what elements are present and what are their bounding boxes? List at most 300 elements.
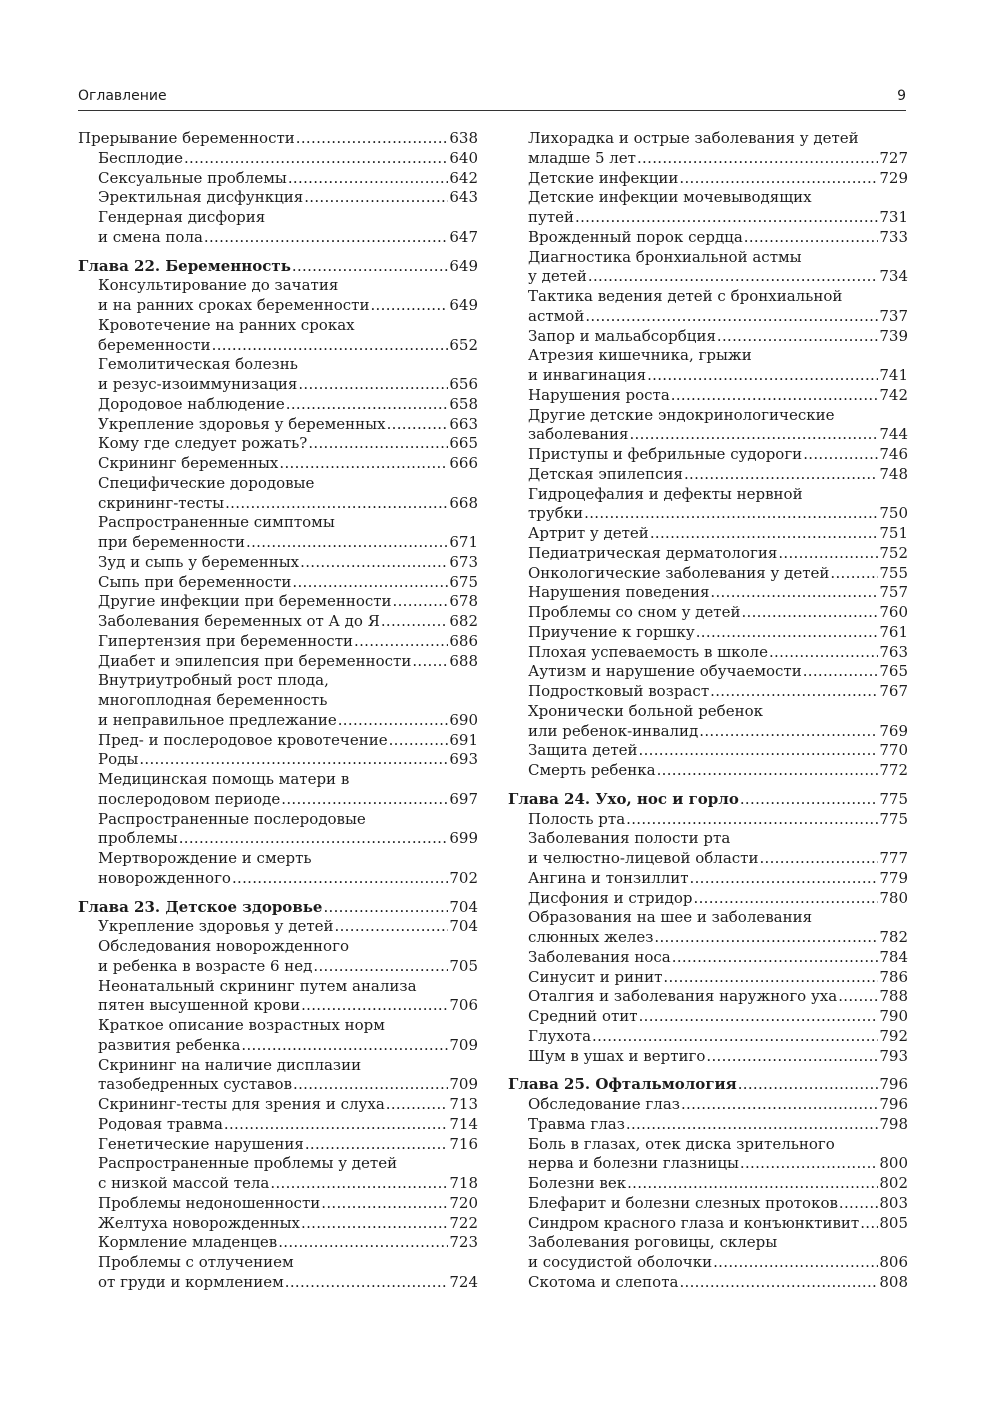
toc-entry[interactable]: [508, 1214, 908, 1234]
toc-entry[interactable]: [508, 702, 908, 742]
toc-entry-title: послеродовом периоде: [98, 789, 281, 808]
toc-page-number: 767: [879, 682, 908, 700]
toc-entry-line: [528, 1047, 908, 1067]
toc-entry[interactable]: [78, 553, 478, 573]
toc-entry-line: [528, 188, 908, 208]
toc-entry-title: Глухота: [528, 1026, 592, 1045]
toc-page-number: 806: [879, 1253, 908, 1271]
toc-entry-title: Детские инфекции мочевыводящих: [528, 188, 812, 207]
toc-entry[interactable]: [508, 603, 908, 623]
toc-page-number: 678: [449, 592, 478, 611]
toc-entry[interactable]: [508, 1007, 908, 1027]
toc-page-number: 658: [449, 394, 478, 413]
toc-entry[interactable]: [78, 977, 478, 1017]
toc-page-number: 761: [879, 622, 908, 641]
toc-chapter-entry[interactable]: [78, 898, 478, 918]
toc-entry-line: [528, 149, 908, 169]
toc-entry[interactable]: [508, 129, 908, 169]
toc-entry-line: [98, 790, 478, 810]
toc-entry-title: Хронически больной ребенок: [528, 701, 763, 720]
toc-entry[interactable]: [78, 415, 478, 435]
toc-entry-line: [98, 1135, 478, 1155]
toc-entry[interactable]: [78, 671, 478, 730]
toc-entry-title: Приступы и фебрильные судороги: [528, 445, 803, 463]
toc-entry-title: Шум в ушах и вертиго: [528, 1046, 706, 1065]
toc-entry-title: Оталгия и заболевания наружного уха: [528, 987, 838, 1006]
dot-leader: [292, 257, 448, 277]
toc-entry-line: [98, 711, 478, 731]
toc-entry[interactable]: [508, 465, 908, 485]
toc-entry-title: слюнных желез: [528, 928, 654, 946]
toc-entry[interactable]: [508, 445, 908, 465]
toc-entry-title: Диагностика бронхиальной астмы: [528, 247, 802, 266]
toc-entry-title: Гипертензия при беременности: [98, 631, 354, 650]
toc-entry[interactable]: [78, 592, 478, 612]
toc-chapter-entry[interactable]: [508, 1075, 908, 1095]
toc-entry-title: Распространенные проблемы у детей: [98, 1154, 398, 1173]
toc-entry-line: [98, 533, 478, 553]
toc-entry-line: [528, 948, 908, 968]
toc-entry[interactable]: [78, 434, 478, 454]
running-header-title: Оглавление: [78, 88, 167, 104]
dot-leader: [300, 553, 448, 573]
dot-leader: [769, 643, 878, 663]
toc-page-number: 714: [449, 1114, 478, 1133]
dot-leader: [759, 849, 878, 869]
dot-leader: [323, 898, 448, 918]
toc-entry-line: [528, 662, 908, 682]
toc-entry-title: Заболевания беременных от А до Я: [98, 612, 380, 630]
toc-entry[interactable]: [508, 1135, 908, 1175]
toc-page-number: 742: [879, 385, 908, 404]
toc-entry[interactable]: [508, 524, 908, 544]
toc-page-number: 665: [449, 434, 478, 453]
toc-entry[interactable]: [508, 485, 908, 525]
toc-page-number: 705: [449, 956, 478, 975]
toc-entry-line: [528, 1253, 908, 1273]
toc-entry-title: Боль в глазах, отек диска зрительного: [528, 1134, 835, 1153]
toc-entry[interactable]: [508, 248, 908, 288]
toc-entry[interactable]: [508, 643, 908, 663]
toc-entry[interactable]: [78, 917, 478, 937]
toc-entry-title: скрининг-тесты: [98, 493, 225, 512]
toc-entry-title: новорожденного: [98, 868, 231, 887]
dot-leader: [690, 869, 879, 889]
toc-page-number: 734: [879, 267, 908, 286]
toc-page-number: 803: [879, 1193, 908, 1212]
toc-entry[interactable]: [78, 750, 478, 770]
toc-page-number: 722: [449, 1213, 478, 1232]
toc-entry-line: [98, 1095, 478, 1115]
dot-leader: [298, 375, 448, 395]
toc-entry[interactable]: [78, 731, 478, 751]
toc-entry-line: [528, 169, 908, 189]
toc-chapter-entry[interactable]: [508, 790, 908, 810]
toc-entry[interactable]: [78, 770, 478, 810]
dot-leader: [301, 1214, 448, 1234]
toc-entry[interactable]: [508, 889, 908, 909]
toc-entry[interactable]: [508, 228, 908, 248]
toc-entry[interactable]: [508, 829, 908, 869]
toc-entry[interactable]: [78, 149, 478, 169]
toc-entry-title: Защита детей: [528, 741, 638, 760]
toc-entry-title: Родовая травма: [98, 1114, 223, 1133]
toc-entry[interactable]: [78, 316, 478, 356]
toc-entry-line: [528, 366, 908, 386]
toc-entry[interactable]: [508, 544, 908, 564]
toc-page-number: 671: [449, 533, 478, 551]
toc-entry[interactable]: [78, 454, 478, 474]
toc-entry-line: [528, 623, 908, 643]
toc-entry[interactable]: [508, 908, 908, 948]
toc-entry-line: [98, 750, 478, 770]
toc-entry-title: Глава 24. Ухо, нос и горло: [508, 789, 739, 808]
toc-entry-line: [98, 228, 478, 248]
toc-entry-line: [98, 355, 478, 375]
toc-entry-title: младше 5 лет: [528, 148, 636, 167]
toc-entry-line: [98, 691, 478, 711]
toc-page-number: 647: [449, 227, 478, 246]
toc-page-number: 691: [449, 730, 478, 749]
toc-entry[interactable]: [508, 583, 908, 603]
toc-entry[interactable]: [78, 169, 478, 189]
toc-entry-line: [98, 612, 478, 632]
toc-entry-title: Гемолитическая болезнь: [98, 355, 298, 374]
toc-entry-title: Аутизм и нарушение обучаемости: [528, 662, 802, 681]
toc-entry-line: [98, 937, 478, 957]
toc-entry[interactable]: [508, 987, 908, 1007]
toc-entry-line: [528, 968, 908, 988]
toc-entry[interactable]: [508, 1095, 908, 1115]
dot-leader: [654, 928, 878, 948]
toc-entry-line: [528, 987, 908, 1007]
toc-entry[interactable]: [508, 869, 908, 889]
dot-leader: [354, 632, 448, 652]
toc-entry-line: [78, 257, 478, 277]
toc-entry[interactable]: [508, 327, 908, 347]
toc-entry-title: развития ребенка: [98, 1035, 241, 1054]
toc-page-number: 780: [879, 888, 908, 907]
toc-page-number: 739: [879, 326, 908, 345]
toc-entry[interactable]: [508, 810, 908, 830]
toc-entry[interactable]: [78, 937, 478, 977]
toc-entry-title: и ребенка в возрасте 6 нед: [98, 956, 313, 975]
dot-leader: [744, 228, 879, 248]
toc-entry-title: Проблемы со сном у детей: [528, 603, 741, 621]
dot-leader: [584, 504, 878, 524]
toc-entry-line: [528, 485, 908, 505]
toc-entry-line: [528, 504, 908, 524]
dot-leader: [672, 948, 879, 968]
dot-leader: [860, 1214, 878, 1234]
toc-entry-title: Дисфония и стридор: [528, 888, 693, 907]
toc-entry-line: [98, 731, 478, 751]
toc-entry-line: [528, 722, 908, 742]
toc-entry[interactable]: [78, 1194, 478, 1214]
toc-page-number: 746: [879, 445, 908, 463]
toc-entry-title: и смена пола: [98, 227, 203, 246]
toc-entry-title: Медицинская помощь матери в: [98, 770, 350, 788]
toc-entry-line: [528, 1154, 908, 1174]
dot-leader: [270, 1174, 448, 1194]
dot-leader: [585, 307, 878, 327]
toc-entry[interactable]: [508, 287, 908, 327]
toc-entry[interactable]: [78, 1233, 478, 1253]
dot-leader: [684, 465, 878, 485]
toc-page-number: 682: [449, 612, 478, 630]
toc-entry-title: Проблемы с отлучением: [98, 1253, 294, 1271]
dot-leader: [679, 169, 878, 189]
toc-page-number: 699: [449, 829, 478, 848]
toc-entry[interactable]: [78, 188, 478, 208]
toc-entry-line: [98, 454, 478, 474]
toc-entry-line: [98, 1253, 478, 1273]
toc-entry[interactable]: [78, 632, 478, 652]
toc-entry-title: проблемы: [98, 829, 178, 848]
toc-entry[interactable]: [78, 1056, 478, 1096]
toc-page-number: 704: [449, 917, 478, 936]
toc-entry-line: [528, 445, 908, 465]
toc-entry[interactable]: [78, 810, 478, 850]
toc-entry-title: Заболевания роговицы, склеры: [528, 1233, 778, 1252]
toc-entry-title: у детей: [528, 267, 587, 286]
toc-page-number: 642: [449, 168, 478, 187]
toc-entry-title: Кому где следует рожать?: [98, 434, 308, 453]
toc-entry-line: [98, 573, 478, 593]
toc-entry[interactable]: [508, 623, 908, 643]
toc-entry-line: [528, 603, 908, 623]
toc-entry[interactable]: [508, 1194, 908, 1214]
toc-entry[interactable]: [508, 169, 908, 189]
toc-entry[interactable]: [508, 564, 908, 584]
toc-entry[interactable]: [508, 188, 908, 228]
toc-entry[interactable]: [78, 612, 478, 632]
toc-entry-line: [98, 494, 478, 514]
toc-entry[interactable]: [78, 1253, 478, 1293]
toc-entry-title: Глава 22. Беременность: [78, 256, 291, 275]
toc-entry[interactable]: [78, 276, 478, 316]
toc-page-number: 796: [879, 1075, 908, 1094]
toc-page-number: 688: [449, 651, 478, 670]
dot-leader: [706, 1047, 878, 1067]
toc-entry-line: [528, 702, 908, 722]
toc-entry-line: [528, 829, 908, 849]
toc-entry[interactable]: [78, 129, 478, 149]
toc-entry[interactable]: [508, 1115, 908, 1135]
dot-leader: [838, 987, 878, 1007]
dot-leader: [839, 1194, 878, 1214]
toc-entry-line: [528, 1095, 908, 1115]
toc-page-number: 690: [449, 710, 478, 729]
toc-page-number: 770: [879, 741, 908, 760]
toc-page-number: 751: [879, 524, 908, 542]
toc-entry[interactable]: [508, 346, 908, 386]
toc-entry-title: Онкологические заболевания у детей: [528, 563, 830, 582]
toc-entry-line: [98, 1036, 478, 1056]
toc-entry-title: и челюстно-лицевой области: [528, 849, 759, 867]
toc-entry[interactable]: [78, 355, 478, 395]
toc-entry-title: Внутриутробный рост плода,: [98, 671, 329, 690]
toc-entry-title: Врожденный порок сердца: [528, 227, 743, 246]
toc-entry-line: [528, 1214, 908, 1234]
toc-entry-title: Прерывание беременности: [78, 129, 295, 147]
dot-leader: [717, 327, 878, 347]
toc-entry-line: [98, 1194, 478, 1214]
dot-leader: [321, 1194, 448, 1214]
toc-entry-title: заболевания: [528, 425, 629, 444]
toc-entry[interactable]: [508, 1027, 908, 1047]
toc-entry-line: [528, 928, 908, 948]
toc-entry-line: [98, 632, 478, 652]
dot-leader: [381, 612, 449, 632]
toc-entry-title: от груди и кормлением: [98, 1272, 284, 1291]
toc-entry-title: и резус-изоиммунизация: [98, 375, 298, 393]
toc-entry-line: [528, 544, 908, 564]
toc-entry[interactable]: [508, 968, 908, 988]
toc-page-number: 673: [449, 552, 478, 571]
toc-entry-title: Сексуальные проблемы: [98, 168, 287, 187]
dot-leader: [639, 1007, 879, 1027]
toc-entry[interactable]: [78, 652, 478, 672]
toc-entry-line: [528, 1233, 908, 1253]
toc-entry-title: Нарушения роста: [528, 385, 670, 404]
toc-page-number: 709: [449, 1035, 478, 1054]
toc-entry[interactable]: [78, 513, 478, 553]
toc-entry-title: Педиатрическая дерматология: [528, 543, 778, 562]
toc-entry-title: Генетические нарушения: [98, 1134, 304, 1153]
toc-page-number: 786: [879, 967, 908, 986]
toc-entry[interactable]: [78, 1016, 478, 1056]
toc-page-number: 652: [449, 335, 478, 354]
toc-entry-title: Травма глаз: [528, 1114, 625, 1133]
toc-entry[interactable]: [508, 682, 908, 702]
toc-entry[interactable]: [78, 1115, 478, 1135]
toc-entry-title: Зуд и сыпь у беременных: [98, 552, 300, 571]
toc-entry-title: Гидроцефалия и дефекты нервной: [528, 484, 803, 503]
toc-entry-line: [98, 395, 478, 415]
toc-entry-line: [528, 228, 908, 248]
dot-leader: [292, 573, 448, 593]
toc-entry-line: [508, 1075, 908, 1095]
toc-page-number: 731: [879, 208, 908, 226]
toc-entry-line: [98, 1273, 478, 1293]
toc-chapter-entry[interactable]: [78, 257, 478, 277]
dot-leader: [650, 524, 879, 544]
toc-entry[interactable]: [78, 1135, 478, 1155]
toc-entry-title: Смерть ребенка: [528, 761, 656, 779]
toc-entry-title: Проблемы недоношенности: [98, 1193, 321, 1212]
toc-page-number: 693: [449, 750, 478, 769]
toc-entry[interactable]: [508, 948, 908, 968]
toc-entry[interactable]: [78, 1154, 478, 1194]
toc-entry[interactable]: [78, 1095, 478, 1115]
toc-page-number: 666: [449, 454, 478, 472]
toc-page-number: 752: [879, 543, 908, 562]
toc-entry-title: Распространенные симптомы: [98, 513, 335, 532]
toc-entry-title: Консультирование до зачатия: [98, 276, 339, 295]
toc-entry-line: [98, 188, 478, 208]
toc-entry[interactable]: [508, 1047, 908, 1067]
dot-leader: [663, 968, 878, 988]
toc-entry-title: Глава 23. Детское здоровье: [78, 897, 323, 916]
dot-leader: [304, 188, 448, 208]
toc-entry-line: [98, 316, 478, 336]
toc-entry-line: [98, 1174, 478, 1194]
toc-entry[interactable]: [78, 474, 478, 514]
toc-entry-title: Диабет и эпилепсия при беременности: [98, 651, 412, 670]
toc-entry-title: Краткое описание возрастных норм: [98, 1016, 385, 1034]
dot-leader: [279, 454, 448, 474]
dot-leader: [204, 228, 448, 248]
toc-entry-line: [98, 1075, 478, 1095]
toc-entry-title: Глава 25. Офтальмология: [508, 1075, 737, 1094]
toc-entry-line: [528, 583, 908, 603]
header-divider: [78, 110, 906, 111]
dot-leader: [387, 415, 449, 435]
toc-entry[interactable]: [78, 208, 478, 248]
dot-leader: [285, 1273, 449, 1293]
toc-page-number: 706: [449, 996, 478, 1015]
toc-entry-line: [98, 1154, 478, 1174]
toc-entry-title: Укрепление здоровья у детей: [98, 917, 334, 936]
toc-entry-line: [528, 564, 908, 584]
toc-entry[interactable]: [78, 849, 478, 889]
toc-page-number: 765: [879, 662, 908, 681]
toc-entry[interactable]: [508, 1273, 908, 1293]
toc-entry-line: [528, 849, 908, 869]
dot-leader: [627, 1174, 878, 1194]
toc-entry-line: [98, 434, 478, 454]
toc-entry-title: Полость рта: [528, 809, 626, 828]
toc-page-number: 697: [449, 789, 478, 808]
toc-entry-line: [528, 761, 908, 781]
toc-page-number: 748: [879, 464, 908, 483]
toc-entry-line: [528, 1174, 908, 1194]
dot-leader: [657, 761, 879, 781]
toc-entry[interactable]: [508, 406, 908, 446]
toc-entry[interactable]: [508, 1233, 908, 1273]
toc-entry-line: [528, 386, 908, 406]
toc-entry[interactable]: [508, 1174, 908, 1194]
dot-leader: [830, 564, 878, 584]
toc-page-number: 790: [879, 1007, 908, 1025]
dot-leader: [296, 129, 449, 149]
toc-entry-line: [528, 1135, 908, 1155]
toc-entry-line: [98, 996, 478, 1016]
dot-leader: [386, 1095, 449, 1115]
toc-entry[interactable]: [508, 662, 908, 682]
dot-leader: [212, 336, 449, 356]
toc-entry-line: [78, 129, 478, 149]
toc-page-number: 649: [449, 296, 478, 314]
dot-leader: [412, 652, 448, 672]
toc-entry[interactable]: [508, 761, 908, 781]
toc-entry-line: [528, 524, 908, 544]
toc-entry[interactable]: [508, 741, 908, 761]
toc-entry[interactable]: [78, 573, 478, 593]
toc-page-number: 704: [449, 897, 478, 916]
toc-page-number: 779: [879, 868, 908, 887]
toc-entry-line: [98, 336, 478, 356]
toc-entry[interactable]: [78, 1214, 478, 1234]
toc-entry[interactable]: [508, 386, 908, 406]
toc-entry-title: Желтуха новорожденных: [98, 1213, 300, 1232]
toc-entry-title: беременности: [98, 335, 211, 354]
dot-leader: [335, 917, 449, 937]
toc-entry[interactable]: [78, 395, 478, 415]
toc-entry-title: путей: [528, 208, 574, 226]
dot-leader: [393, 592, 449, 612]
